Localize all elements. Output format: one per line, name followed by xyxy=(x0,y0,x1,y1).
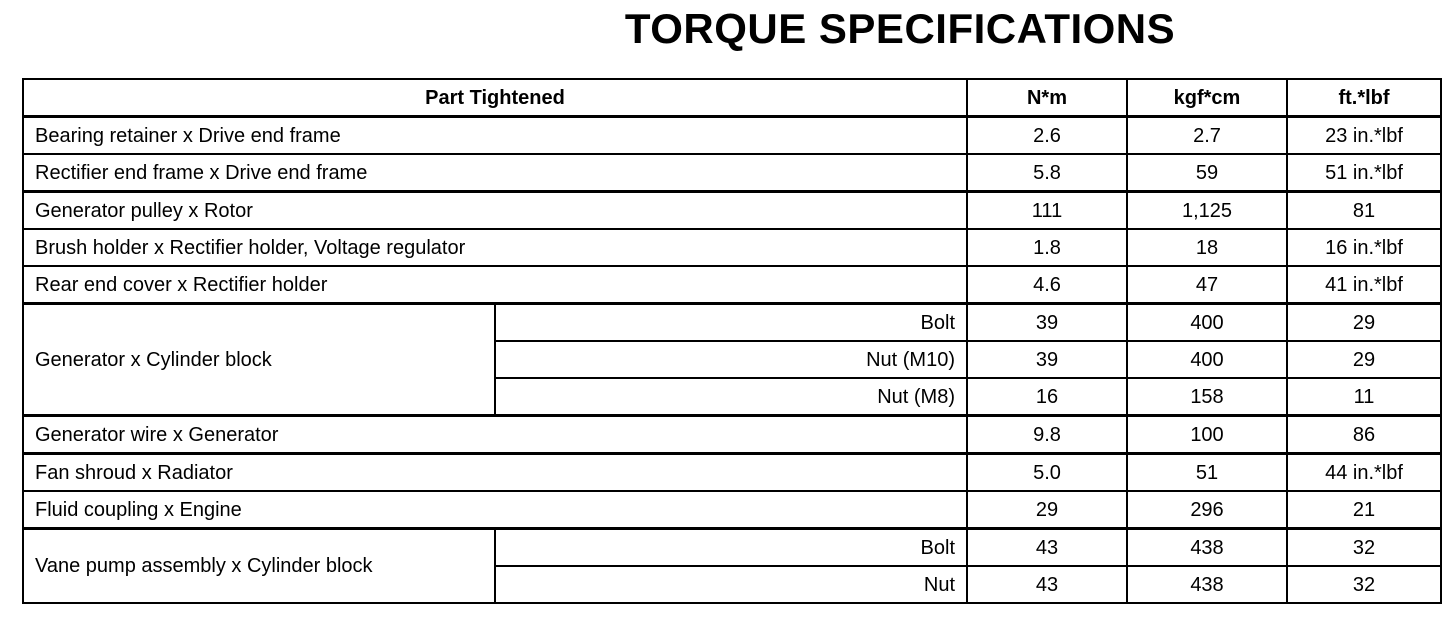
ftlbf-cell: 51 in.*lbf xyxy=(1287,154,1441,192)
table-row xyxy=(23,154,1441,192)
torque-spec-table xyxy=(22,78,1442,604)
kgfcm-cell: 438 xyxy=(1127,566,1287,603)
kgfcm-cell: 47 xyxy=(1127,266,1287,304)
ftlbf-cell: 44 in.*lbf xyxy=(1287,454,1441,492)
nm-cell: 39 xyxy=(967,304,1127,342)
table-row xyxy=(23,192,1441,230)
table-header-row xyxy=(23,79,1441,117)
header-ftlbf: ft.*lbf xyxy=(1287,79,1441,117)
part-cell: Vane pump assembly x Cylinder block xyxy=(23,529,495,604)
header-kgfcm: kgf*cm xyxy=(1127,79,1287,117)
table-row xyxy=(23,491,1441,529)
nm-cell: 111 xyxy=(967,192,1127,230)
kgfcm-cell: 51 xyxy=(1127,454,1287,492)
nm-cell: 5.8 xyxy=(967,154,1127,192)
part-cell: Fan shroud x Radiator xyxy=(23,454,967,492)
table-row xyxy=(23,529,1441,567)
ftlbf-cell: 29 xyxy=(1287,304,1441,342)
fastener-cell: Nut (M10) xyxy=(495,341,967,378)
table-row xyxy=(23,416,1441,454)
table-row xyxy=(23,454,1441,492)
kgfcm-cell: 438 xyxy=(1127,529,1287,567)
nm-cell: 5.0 xyxy=(967,454,1127,492)
ftlbf-cell: 32 xyxy=(1287,566,1441,603)
part-cell: Rectifier end frame x Drive end frame xyxy=(23,154,967,192)
part-cell: Brush holder x Rectifier holder, Voltage regulator xyxy=(23,229,967,266)
kgfcm-cell: 1,125 xyxy=(1127,192,1287,230)
nm-cell: 29 xyxy=(967,491,1127,529)
header-nm: N*m xyxy=(967,79,1127,117)
ftlbf-cell: 21 xyxy=(1287,491,1441,529)
ftlbf-cell: 11 xyxy=(1287,378,1441,416)
part-cell: Generator wire x Generator xyxy=(23,416,967,454)
part-cell: Rear end cover x Rectifier holder xyxy=(23,266,967,304)
part-cell: Generator pulley x Rotor xyxy=(23,192,967,230)
part-cell: Generator x Cylinder block xyxy=(23,304,495,416)
kgfcm-cell: 400 xyxy=(1127,304,1287,342)
kgfcm-cell: 296 xyxy=(1127,491,1287,529)
page-title: TORQUE SPECIFICATIONS xyxy=(624,5,1176,52)
table-row xyxy=(23,229,1441,266)
ftlbf-cell: 81 xyxy=(1287,192,1441,230)
kgfcm-cell: 100 xyxy=(1127,416,1287,454)
kgfcm-cell: 158 xyxy=(1127,378,1287,416)
ftlbf-cell: 23 in.*lbf xyxy=(1287,117,1441,155)
fastener-cell: Nut xyxy=(495,566,967,603)
ftlbf-cell: 29 xyxy=(1287,341,1441,378)
nm-cell: 39 xyxy=(967,341,1127,378)
fastener-cell: Nut (M8) xyxy=(495,378,967,416)
nm-cell: 43 xyxy=(967,566,1127,603)
kgfcm-cell: 2.7 xyxy=(1127,117,1287,155)
fastener-cell: Bolt xyxy=(495,529,967,567)
fastener-cell: Bolt xyxy=(495,304,967,342)
ftlbf-cell: 16 in.*lbf xyxy=(1287,229,1441,266)
nm-cell: 4.6 xyxy=(967,266,1127,304)
ftlbf-cell: 32 xyxy=(1287,529,1441,567)
table-row xyxy=(23,304,1441,342)
part-cell: Bearing retainer x Drive end frame xyxy=(23,117,967,155)
nm-cell: 43 xyxy=(967,529,1127,567)
nm-cell: 1.8 xyxy=(967,229,1127,266)
header-part-tightened: Part Tightened xyxy=(23,79,967,117)
ftlbf-cell: 41 in.*lbf xyxy=(1287,266,1441,304)
part-cell: Fluid coupling x Engine xyxy=(23,491,967,529)
ftlbf-cell: 86 xyxy=(1287,416,1441,454)
kgfcm-cell: 400 xyxy=(1127,341,1287,378)
table-row xyxy=(23,266,1441,304)
table-row xyxy=(23,117,1441,155)
nm-cell: 9.8 xyxy=(967,416,1127,454)
nm-cell: 2.6 xyxy=(967,117,1127,155)
nm-cell: 16 xyxy=(967,378,1127,416)
kgfcm-cell: 59 xyxy=(1127,154,1287,192)
kgfcm-cell: 18 xyxy=(1127,229,1287,266)
